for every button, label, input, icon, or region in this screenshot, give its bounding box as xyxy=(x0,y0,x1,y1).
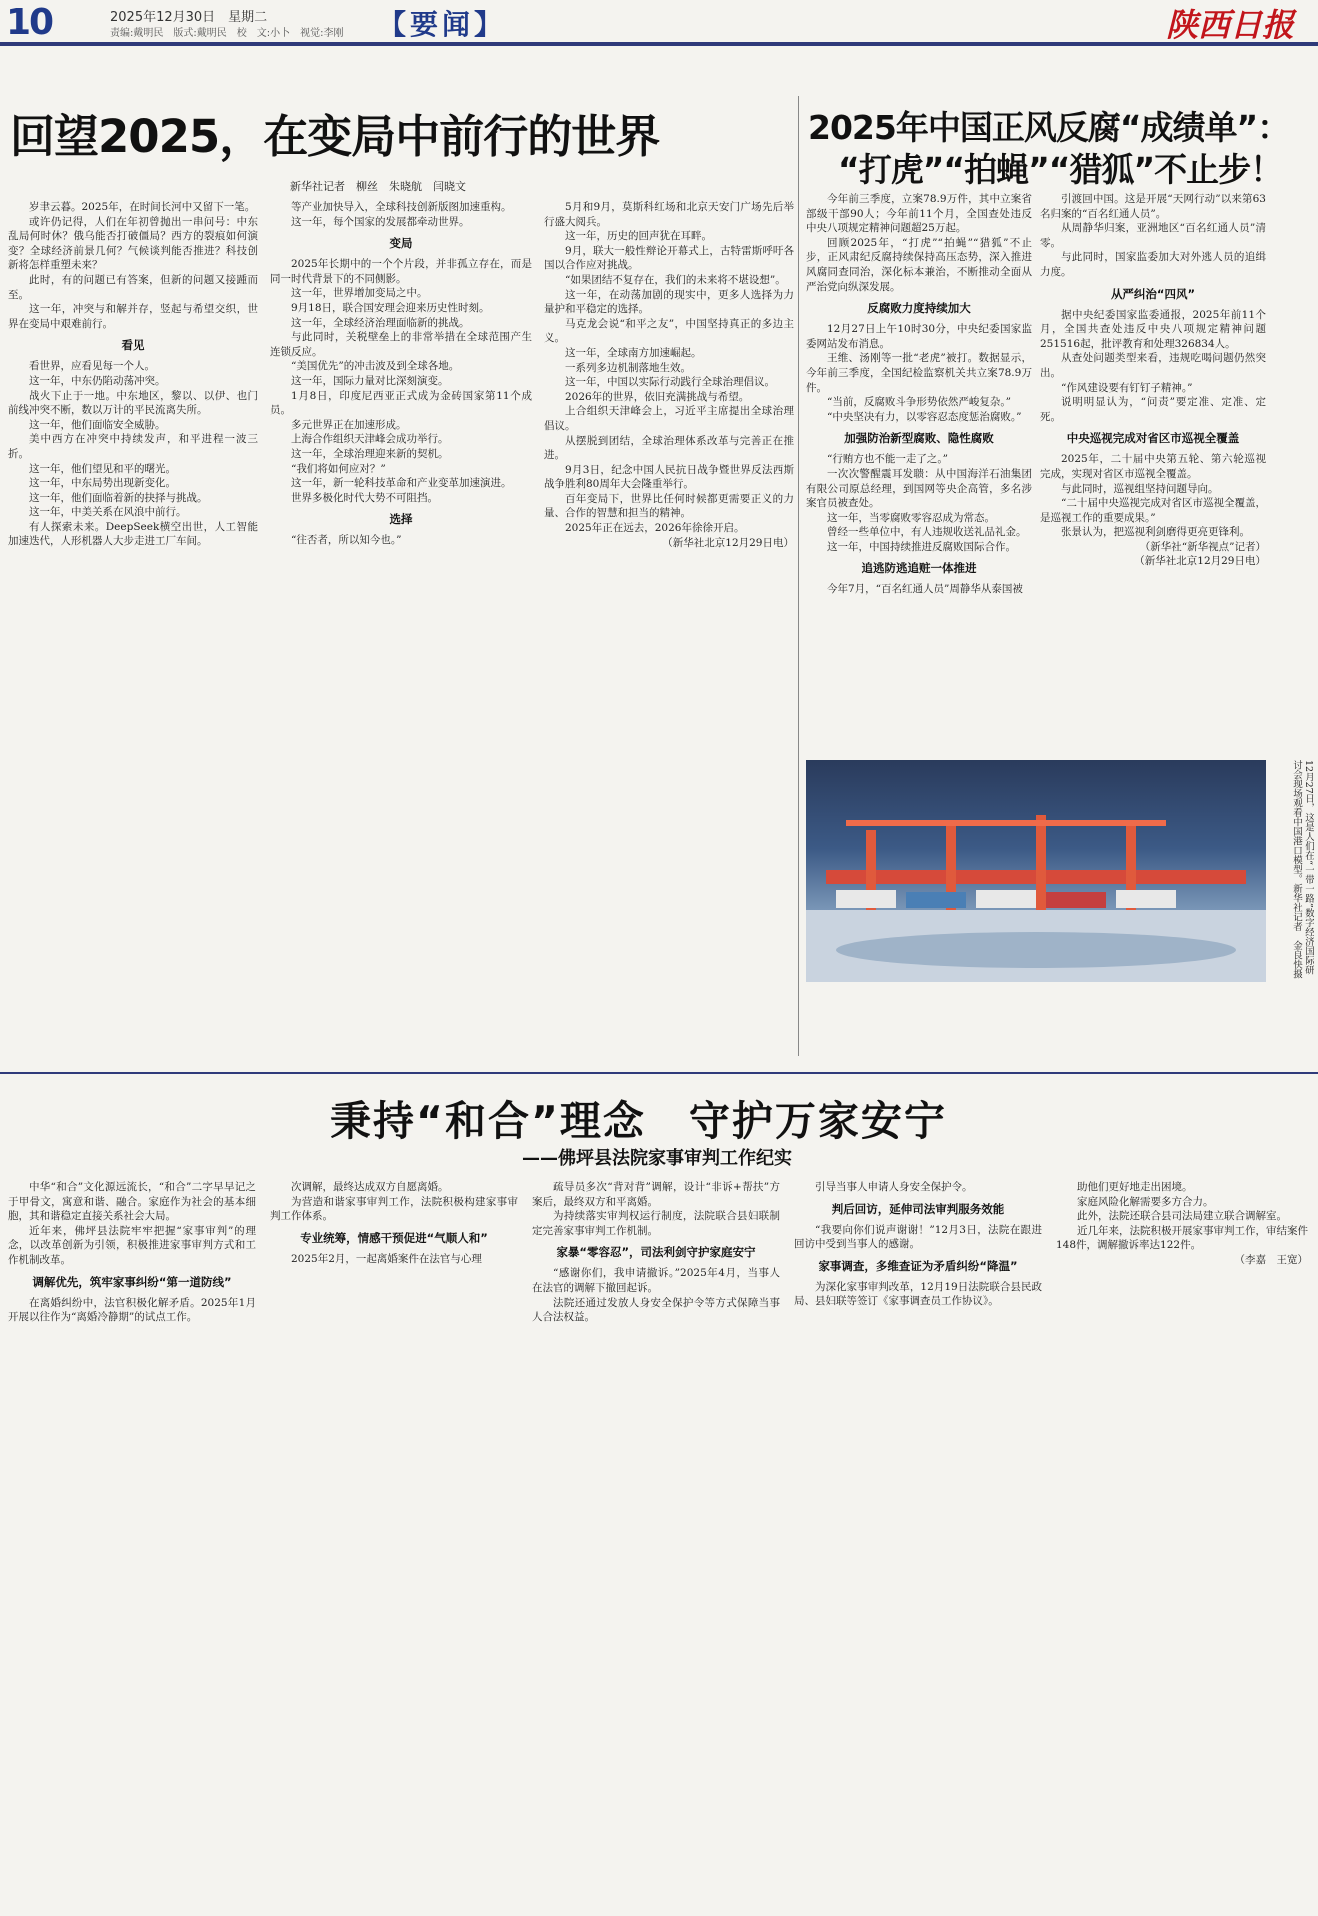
paragraph: 张景认为，把巡视利剑磨得更亮更锋利。 xyxy=(1061,526,1250,539)
paragraph: 2025年长期中的一个个片段，并非孤立存在，而是同一时代背景下的不同侧影。 xyxy=(270,258,532,285)
paragraph: 这一年，他们面临安全威胁。 xyxy=(29,418,166,431)
paragraph: 回顾2025年，“打虎”“拍蝇”“猎狐”不止步，正风肃纪反腐持续保持高压态势，深入推进风腐同查同治，深化标本兼治，不断推动全面从严治党向纵深发展。 xyxy=(806,236,1032,293)
photo-illustration xyxy=(806,760,1266,982)
subheadline-family-court: ——佛坪县法院家事审判工作纪实 xyxy=(522,1148,792,1169)
paragraph: “我们将如何应对？” xyxy=(291,462,386,475)
paragraph: “我要向你们说声谢谢！”12月3日，法院在跟进回访中受到当事人的感谢。 xyxy=(794,1223,1042,1251)
article-credit: （李嘉 王宽） xyxy=(1234,1253,1308,1266)
subheading: 追逃防逃追赃一体推进 xyxy=(861,561,977,576)
paragraph: 此外，法院还联合县司法局建立联合调解室。 xyxy=(1077,1210,1287,1223)
headline-anticorruption-line1: 2025年中国正风反腐“成绩单”： xyxy=(808,108,1290,147)
section-title: 【要闻】 xyxy=(378,8,507,41)
header-rule xyxy=(0,44,1318,46)
paragraph: 与此同时，巡视组坚持问题导向。 xyxy=(1061,482,1219,495)
article1-column-3 xyxy=(544,200,794,1060)
paragraph: 9月18日，联合国安理会迎来历史性时刻。 xyxy=(291,301,490,314)
paragraph: 这一年，在动荡加剧的现实中，更多人选择为力量护和平稳定的选择。 xyxy=(544,288,794,316)
paragraph: 为持续落实审判权运行制度，法院联合县妇联制定完善家事审判工作机制。 xyxy=(532,1210,780,1237)
paragraph: 或许仍记得，人们在年初曾抛出一串问号：中东乱局何时休？俄乌能否打破僵局？西方的裂痕如何演变？全球经济前景几何？气候谈判能否推进？科技创新将怎样重塑未来？ xyxy=(8,215,258,272)
paragraph: 引导当事人申请人身安全保护令。 xyxy=(815,1181,973,1193)
paragraph: 一系列多边机制落地生效。 xyxy=(565,361,691,374)
subheading: 看见 xyxy=(121,338,145,353)
paragraph: 美中西方在冲突中持续发声，和平进程一波三折。 xyxy=(8,433,258,460)
paragraph: 次调解，最终达成双方自愿离婚。 xyxy=(291,1181,449,1193)
page-number: 10 xyxy=(6,2,53,43)
paragraph: “作风建设要有钉钉子精神。” xyxy=(1061,381,1193,394)
subheading: 选择 xyxy=(389,512,413,527)
paragraph: 助他们更好地走出困境。 xyxy=(1077,1181,1193,1193)
paragraph: 2025年2月，一起离婚案件在法官与心理 xyxy=(291,1252,482,1265)
headline-anticorruption-line2: “打虎”“拍蝇”“猎狐”不止步！ xyxy=(838,150,1283,189)
article3-column-3 xyxy=(532,1180,780,1910)
paragraph: 看世界，应看见每一个人。 xyxy=(29,360,155,373)
paragraph: 与此同时，关税壁垒上的非常举措在全球范围产生连锁反应。 xyxy=(270,331,532,358)
issue-date: 2025年12月30日 星期二 xyxy=(110,10,268,25)
paragraph: 2025年正在远去，2026年徐徐开启。 xyxy=(565,522,745,535)
paragraph: 从查处问题类型来看，违规吃喝问题仍然突出。 xyxy=(1040,352,1266,379)
paragraph: “行贿方也不能一走了之。” xyxy=(827,453,948,466)
paragraph: 王维、汤刚等一批“老虎”被打。数据显示，今年前三季度，全国纪检监察机关共立案78.9万件。 xyxy=(806,352,1032,394)
paragraph: 近几年来，法院积极开展家事审判工作，审结案件148件，调解撤诉率达122件。 xyxy=(1056,1224,1308,1252)
subheading: 加强防治新型腐败、隐性腐败 xyxy=(844,431,994,446)
paragraph: 12月27日上午10时30分，中央纪委国家监委网站发布消息。 xyxy=(806,323,1032,350)
article-credit: （新华社“新华视点”记者） xyxy=(1139,540,1266,553)
paragraph: 说明明显认为，“问责”要定准、定准、定死。 xyxy=(1040,396,1266,423)
paragraph: “当前，反腐败斗争形势依然严峻复杂。” xyxy=(827,396,1011,409)
section-divider xyxy=(0,1072,1318,1074)
article1-column-1 xyxy=(8,200,258,1060)
paragraph: 这一年，他们望见和平的曙光。 xyxy=(29,462,176,475)
port-model-photo xyxy=(806,760,1266,982)
paragraph: 2025年，二十届中央第五轮、第六轮巡视完成，实现对省区市巡视全覆盖。 xyxy=(1040,453,1266,480)
article2-column-1 xyxy=(806,192,1032,752)
article1-byline: 新华社记者 柳丝 朱晓航 闫晓文 xyxy=(290,180,466,193)
paragraph: 今年前三季度，立案78.9万件，其中立案省部级干部90人；今年前11个月，全国查处违反中央八项规定精神问题超25万起。 xyxy=(806,193,1032,235)
paragraph: “如果团结不复存在，我们的未来将不堪设想”。 xyxy=(565,273,786,286)
paragraph: “往否者，所以知今也。” xyxy=(291,534,402,547)
paragraph: 近年来，佛坪县法院牢牢把握“家事审判”的理念，以改革创新为引领，积极推进家事审判方式和工作机制改革。 xyxy=(8,1224,256,1266)
paragraph: 这一年，全球治理迎来新的契机。 xyxy=(291,447,449,460)
paragraph: 这一年，他们面临着新的抉择与挑战。 xyxy=(29,491,208,504)
article3-column-4 xyxy=(794,1180,1042,1910)
paragraph: 等产业加快导入，全球科技创新版图加速重构。 xyxy=(291,201,512,213)
editor-credits: 责编:戴明民 版式:戴明民 校 文:小卜 视觉:李刚 xyxy=(110,28,344,39)
paragraph: 家庭风险化解需要多方合力。 xyxy=(1077,1195,1214,1208)
paragraph: 这一年，全球南方加速崛起。 xyxy=(565,346,702,359)
subheading: 判后回访，延伸司法审判服务效能 xyxy=(831,1201,1005,1216)
article3-column-5 xyxy=(1056,1180,1308,1910)
column-divider xyxy=(798,96,799,1056)
paragraph: “美国优先”的冲击波及到全球各地。 xyxy=(291,360,460,373)
paragraph: 2026年的世界，依旧充满挑战与希望。 xyxy=(565,390,750,403)
paragraph: 从周静华归案，亚洲地区“百名红通人员”清零。 xyxy=(1040,222,1266,249)
paragraph: 这一年，中国持续推进反腐败国际合作。 xyxy=(827,540,1016,553)
paragraph: 为营造和谐家事审判工作，法院积极构建家事审判工作体系。 xyxy=(270,1195,518,1223)
article3-column-1 xyxy=(8,1180,256,1910)
paragraph: 这一年，国际力量对比深刻演变。 xyxy=(291,374,449,387)
article-credit: （新华社北京12月29日电） xyxy=(662,536,794,549)
paragraph: 中华“和合”文化源远流长，“和合”二字早早记之于甲骨文，寓意和谐、融合。家庭作为社会的基本细胞，其和谐稳定直接关系社会大局。 xyxy=(8,1181,256,1223)
paragraph: 疏导员多次“背对背”调解，设计“非诉+帮扶”方案后，最终双方和平离婚。 xyxy=(532,1181,780,1208)
paragraph: 多元世界正在加速形成。 xyxy=(291,418,407,431)
paragraph: 从摆脱到团结，全球治理体系改革与完善正在推进。 xyxy=(544,434,794,462)
paragraph: 世界多极化时代大势不可阻挡。 xyxy=(291,491,438,504)
paragraph: 这一年，历史的回声犹在耳畔。 xyxy=(565,230,712,243)
paragraph: 引渡回中国。这是开展“天网行动”以来第63名归案的“百名红通人员”。 xyxy=(1040,193,1266,220)
paragraph: 一次次警醒震耳发聩：从中国海洋石油集团有限公司原总经理，到国网等央企高管，多名涉案官员被查处。 xyxy=(806,467,1032,510)
paragraph: 曾经一些单位中，有人违规收送礼品礼金。 xyxy=(827,526,1027,539)
paragraph: 与此同时，国家监委加大对外逃人员的追缉力度。 xyxy=(1040,251,1266,278)
article2-column-2 xyxy=(1040,192,1266,752)
paragraph: “二十届中央巡视完成对省区市巡视全覆盖，是巡视工作的重要成果。” xyxy=(1040,497,1266,524)
paragraph: 这一年，全球经济治理面临新的挑战。 xyxy=(291,316,470,329)
paragraph: 这一年，中美关系在风浪中前行。 xyxy=(29,506,187,519)
paragraph: 9月3日，纪念中国人民抗日战争暨世界反法西斯战争胜利80周年大会隆重举行。 xyxy=(544,463,794,491)
paragraph: 5月和9月，莫斯科红场和北京天安门广场先后举行盛大阅兵。 xyxy=(544,201,794,228)
paragraph: 今年7月，“百名红通人员”周静华从泰国被 xyxy=(827,583,1023,596)
paragraph: 战火下止于一地。中东地区，黎以、以伊、也门前线冲突不断，数以万计的平民流离失所。 xyxy=(8,389,258,417)
paragraph: 马克龙会说“和平之友”，中国坚持真正的多边主义。 xyxy=(544,317,794,345)
subheading: 反腐败力度持续加大 xyxy=(867,301,971,316)
paragraph: 这一年，世界增加变局之中。 xyxy=(291,287,428,300)
subheading: 调解优先，筑牢家事纠纷“第一道防线” xyxy=(32,1274,232,1289)
paragraph: 这一年，新一轮科技革命和产业变革加速演进。 xyxy=(291,477,512,490)
subheading: 变局 xyxy=(389,236,413,251)
paragraph: 在离婚纠纷中，法官积极化解矛盾。2025年1月开展以往作为“离婚冷静期”的试点工作。 xyxy=(8,1296,256,1324)
paragraph: “感谢你们，我申请撤诉。”2025年4月，当事人在法官的调解下撤回起诉。 xyxy=(532,1267,780,1294)
paragraph: 百年变局下，世界比任何时候都更需要正义的力量、合作的智慧和担当的精神。 xyxy=(544,492,794,520)
photo-caption: 12月27日，这是人们在“一带一路”数字经济国际研讨会现场观看中国港口模型。新华社记者 金良快摄 xyxy=(1291,760,1314,979)
subheading: 家事调查，多维查证为矛盾纠纷“降温” xyxy=(818,1258,1018,1273)
paragraph: 9月，联大一般性辩论开幕式上，古特雷斯呼吁各国以合作应对挑战。 xyxy=(544,244,794,272)
paragraph: 这一年，中国以实际行动践行全球治理倡议。 xyxy=(565,376,775,389)
paragraph: “中央坚决有力，以零容忍态度惩治腐败。” xyxy=(827,410,1022,423)
paragraph: 为深化家事审判改革，12月19日法院联合县民政局、县妇联等签订《家事调查员工作协议》。 xyxy=(794,1280,1042,1308)
headline-world-2025: 回望2025，在变局中前行的世界 xyxy=(10,110,660,163)
subheading: 专业统筹，情感干预促进“气顺人和” xyxy=(300,1230,488,1245)
paragraph: 岁聿云暮。2025年，在时间长河中又留下一笔。 xyxy=(29,201,256,213)
paragraph: 这一年，冲突与和解并存，竖起与希望交织，世界在变局中艰难前行。 xyxy=(8,303,258,330)
subheading: 中央巡视完成对省区市巡视全覆盖 xyxy=(1066,431,1240,446)
paragraph: 上合组织天津峰会上，习近平主席提出全球治理倡议。 xyxy=(544,405,794,432)
subheading: 家暴“零容忍”，司法利剑守护家庭安宁 xyxy=(556,1245,756,1260)
article3-column-2 xyxy=(270,1180,518,1910)
paragraph: 这一年，中东局势出现新变化。 xyxy=(29,477,176,490)
paragraph: 上海合作组织天津峰会成功举行。 xyxy=(291,433,449,446)
paragraph: 1月8日，印度尼西亚正式成为金砖国家第11个成员。 xyxy=(270,389,532,417)
headline-family-court: 秉持“和合”理念 守护万家安宁 xyxy=(330,1097,947,1145)
paragraph: 据中央纪委国家监委通报，2025年前11个月，全国共查处违反中央八项规定精神问题251516起，批评教育和处理326834人。 xyxy=(1040,308,1266,350)
article1-column-2 xyxy=(270,200,532,1060)
paragraph: 这一年，中东仍陷动荡冲突。 xyxy=(29,374,166,387)
newspaper-logo: 陕西日报 xyxy=(1166,6,1295,44)
subheading: 从严纠治“四风” xyxy=(1110,286,1196,301)
paragraph: 这一年，每个国家的发展都牵动世界。 xyxy=(291,215,470,228)
paragraph: 有人探索未来。DeepSeek横空出世，人工智能加速迭代，人形机器人大步走进工厂车间。 xyxy=(8,520,258,548)
paragraph: 法院还通过发放人身安全保护令等方式保障当事人合法权益。 xyxy=(532,1296,780,1324)
paragraph: 这一年，当零腐败零容忍成为常态。 xyxy=(827,511,995,524)
paragraph: 此时，有的问题已有答案，但新的问题又接踵而至。 xyxy=(8,273,258,301)
article-credit: （新华社北京12月29日电） xyxy=(1134,555,1266,568)
